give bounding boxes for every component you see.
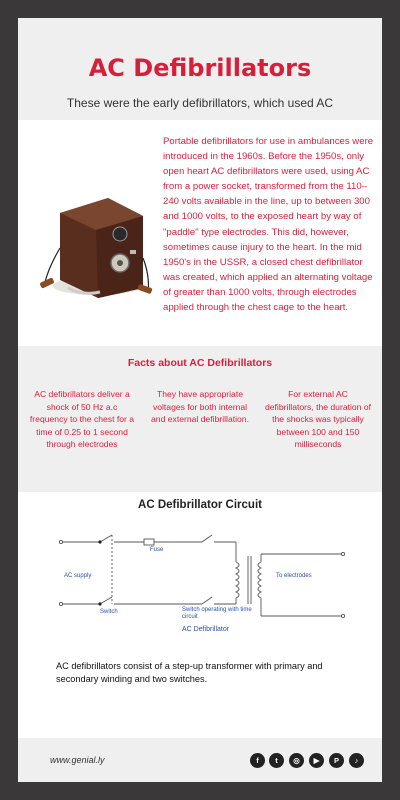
circuit-diagram	[56, 530, 356, 640]
intro-text: Portable defibrillators for use in ambulances were introduced in the 1960s. Before the 1950s, only open heart AC defibrillators were used, using AC from a power socket, transformed from the 110–240 volts available in the line, up to between 300 and 1000 volts, to the exposed heart by way of "paddle" type electrodes. This did, however, sometimes cause injury to the heart. In the mid 1950's in the USSR, a closed chest defibrillator was created, which applied an alternating voltage of greater than 1000 volts, through electrodes applied through the chest cage to the heart.	[163, 136, 374, 314]
pinterest-icon[interactable]: P	[329, 753, 344, 768]
circuit-caption: AC Defibrillator	[182, 626, 230, 633]
circuit-description: AC defibrillators consist of a step-up transformer with primary and secondary winding and two switches.	[56, 661, 323, 684]
fuse-label: Fuse	[150, 547, 164, 553]
youtube-icon[interactable]: ▶	[309, 753, 324, 768]
infographic-card	[18, 18, 382, 782]
circuit-title: AC Defibrillator Circuit	[138, 499, 262, 511]
twitter-icon[interactable]: t	[269, 753, 284, 768]
footer-url[interactable]: www.genial.ly	[50, 755, 105, 765]
facts-title: Facts about AC Defibrillators	[127, 357, 273, 369]
fact-item-3: For external AC defibrillators, the duration of the shocks was typically between 100 and 150 milliseconds	[264, 389, 372, 449]
page-subtitle: These were the early defibrillators, which used AC	[66, 96, 334, 110]
tiktok-icon[interactable]: ♪	[349, 753, 364, 768]
fact-item-1: AC defibrillators deliver a shock of 50 Hz a.c frequency to the chest for a time of 0.25 to 1 second through electrodes	[29, 389, 135, 449]
timer-switch-label: Switch operating with time circuit	[182, 607, 252, 620]
ac-supply-label: AC supply	[64, 573, 92, 579]
facebook-icon[interactable]: f	[250, 753, 265, 768]
defibrillator-photo	[38, 168, 153, 303]
fact-item-2: They have appropriate voltages for both internal and external defibrillation.	[151, 389, 249, 424]
switch-label: Switch	[100, 609, 118, 615]
page-title: AC Defibrillators	[88, 54, 312, 82]
electrodes-label: To electrodes	[276, 573, 312, 579]
instagram-icon[interactable]: ◎	[289, 753, 304, 768]
